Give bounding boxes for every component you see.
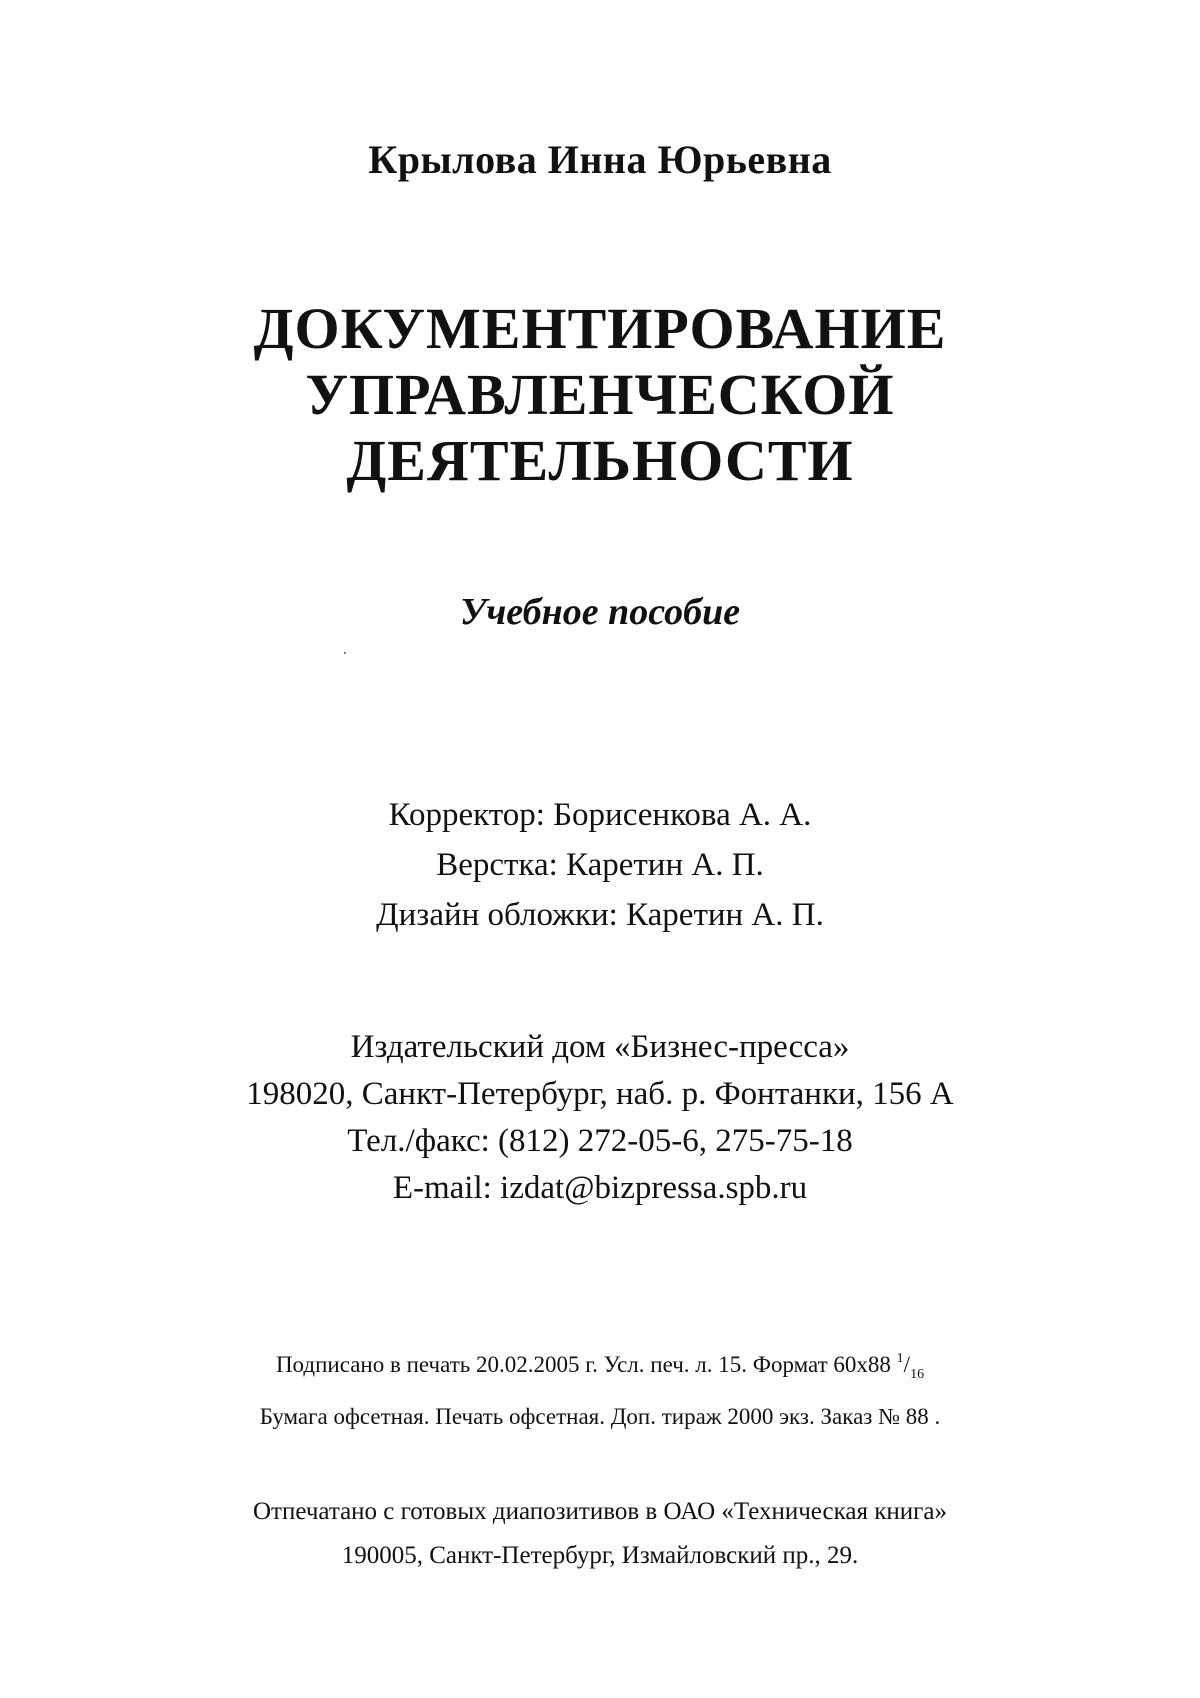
book-title (0, 296, 1200, 494)
book-subtitle: Учебное пособие (459, 591, 741, 633)
scan-speck (344, 652, 346, 654)
format-fraction-denominator: 16 (910, 1367, 925, 1382)
publisher-name: Издательский дом «Бизнес-пресса» (350, 1029, 850, 1065)
printer-block (0, 1490, 1200, 1578)
book-title-line-1: ДОКУМЕНТИРОВАНИЕ (253, 296, 947, 361)
credit-layout: Верстка: Каретин А. П. (436, 847, 764, 883)
book-title-line-2: УПРАВЛЕНЧЕСКОЙ (305, 362, 895, 427)
publisher-block (0, 1024, 1200, 1212)
format-fraction-slash: / (903, 1352, 911, 1377)
author-name: Крылова Инна Юрьевна (368, 137, 832, 182)
book-title-line-3: ДЕЯТЕЛЬНОСТИ (346, 428, 854, 493)
publisher-email: E-mail: izdat@bizpressa.spb.ru (392, 1170, 808, 1206)
imprint-print-details: Подписано в печать 20.02.2005 г. Усл. печ. л. 15. Формат 60x88 (275, 1352, 891, 1377)
publisher-address: 198020, Санкт-Петербург, наб. р. Фонтанки, 156 А (246, 1076, 954, 1112)
printer-line-1: Отпечатано с готовых диапозитивов в ОАО «Техническая книга» (253, 1498, 947, 1525)
imprint-line-2: Бумага офсетная. Печать офсетная. Доп. тираж 2000 экз. Заказ № 88 . (259, 1404, 941, 1429)
format-fraction-numerator: 1 (896, 1351, 904, 1366)
credit-cover-design: Дизайн обложки: Каретин А. П. (376, 897, 824, 933)
printer-line-2: 190005, Санкт-Петербург, Измайловский пр., 29. (341, 1542, 859, 1569)
imprint-line-1 (0, 1338, 1200, 1396)
imprint-block (0, 1338, 1200, 1438)
credits-block (0, 790, 1200, 940)
publisher-phone: Тел./факс: (812) 272-05-6, 275-75-18 (347, 1123, 853, 1159)
credit-proofreader: Корректор: Борисенкова А. А. (388, 797, 812, 833)
